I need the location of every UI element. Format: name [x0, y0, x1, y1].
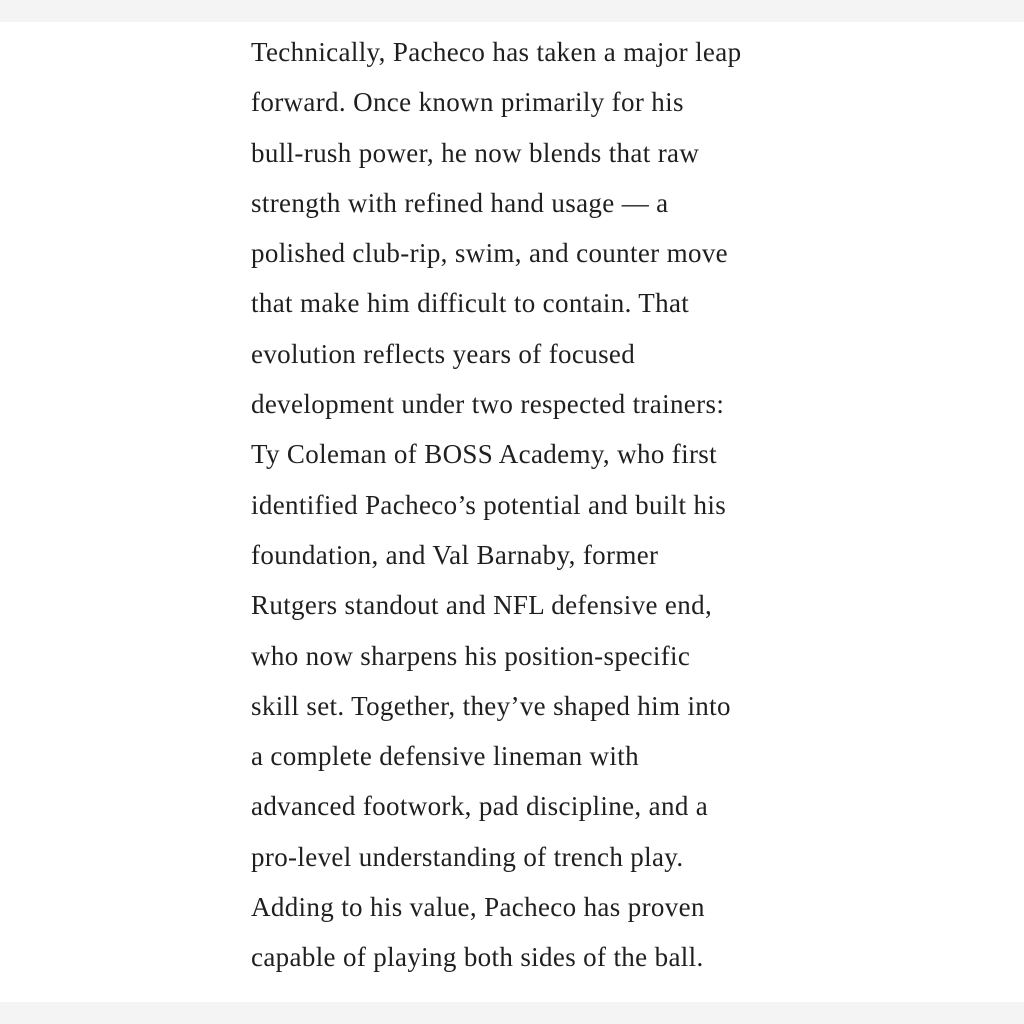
paragraph-line: that make him difficult to contain. That [251, 288, 690, 319]
paragraph-line: Ty Coleman of BOSS Academy, who first [251, 439, 718, 470]
paragraph-line: capable of playing both sides of the ball. [251, 942, 704, 973]
paragraph-line: Technically, Pacheco has taken a major leap [251, 37, 742, 67]
paragraph-line: skill set. Together, they’ve shaped him into [251, 690, 731, 721]
paragraph-line: who now sharpens his position-specific [251, 640, 691, 671]
paragraph-line: Adding to his value, Pacheco has proven [251, 892, 705, 923]
paragraph-line: forward. Once known primarily for his [251, 87, 684, 118]
paragraph-line: foundation, and Val Barnaby, former [251, 539, 659, 570]
paragraph-line: a complete defensive lineman with [251, 741, 639, 772]
paragraph-line: evolution reflects years of focused [251, 338, 636, 369]
paragraph-line: bull-rush power, he now blends that raw [251, 137, 700, 168]
top-margin-band [0, 0, 1024, 22]
paragraph-line: advanced footwork, pad discipline, and a [251, 791, 709, 822]
paragraph-line: polished club-rip, swim, and counter move [251, 238, 729, 269]
paragraph-line: Rutgers standout and NFL defensive end, [251, 590, 713, 621]
paragraph-line: development under two respected trainers: [251, 389, 725, 420]
paragraph-line: pro-level understanding of trench play. [251, 841, 684, 872]
bottom-margin-band [0, 1002, 1024, 1024]
paragraph-line: identified Pacheco’s potential and built his [251, 489, 727, 520]
article-paragraph [251, 27, 831, 983]
paragraph-line: strength with refined hand usage — a [251, 187, 669, 218]
